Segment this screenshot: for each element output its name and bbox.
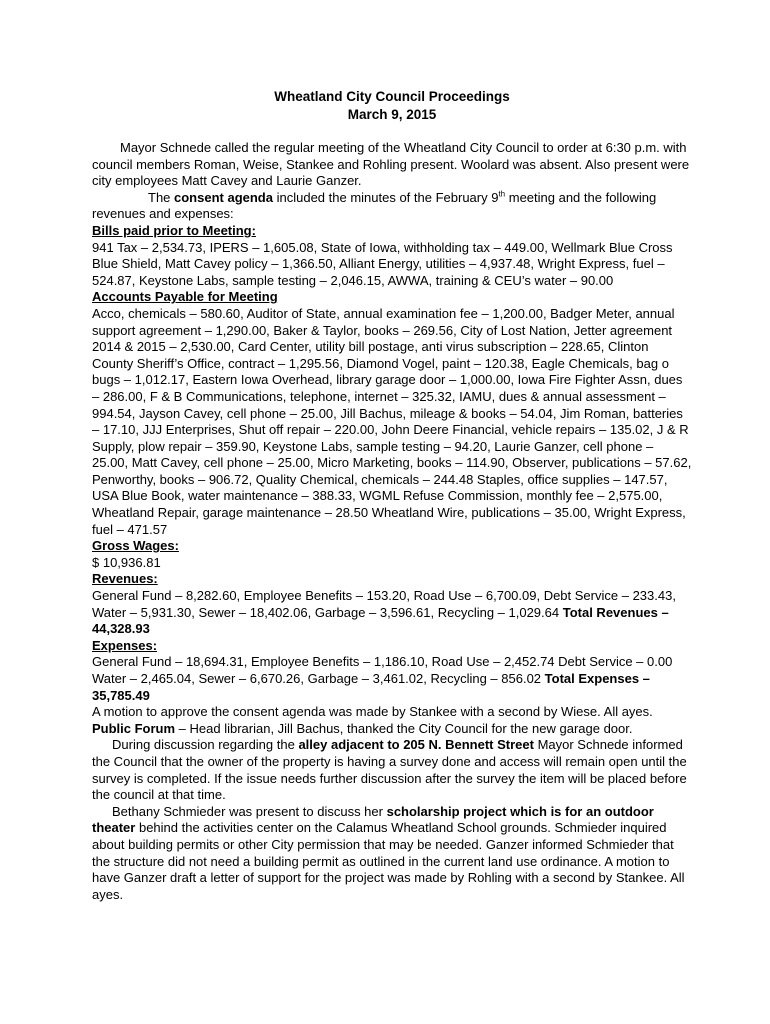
accounts-payable-list: Acco, chemicals – 580.60, Auditor of State, annual examination fee – 1,200.00, Badger Meter, annual support agreement – 1,290.00, Baker & Taylor, books – 269.56, City of Lost Nation, Jetter agreement 2014 & 2015 – 2,530.00, Card Center, utility bill postage, anti virus subscription – 228.65, Clinton County Sheriff’s Office, contract – 1,295.56, Diamond Vogel, paint – 120.38, Eagle Chemicals, bag o bugs – 1,012.17, Eastern Iowa Overhead, library garage door – 1,000.00, Iowa Fire Fighter Assn, dues – 286.00, F & B Communications, telephone, internet – 325.32, IAMU, dues & annual assessment – 994.54, Jayson Cavey, cell phone – 25.00, Jill Bachus, mileage & books – 54.04, Jim Roman, batteries – 17.10, JJJ Enterprises, Shut off repair – 220.00, John Deere Financial, vehicle repairs – 135.02, J & R Supply, plow repair – 359.90, Keystone Labs, sample testing – 94.20, Laurie Ganzer, cell phone – 25.00, Matt Cavey, cell phone – 25.00, Micro Marketing, books – 114.90, Observer, publications – 57.62, Penworthy, books – 906.72, Quality Chemical, chemicals – 244.48 Staples, office supplies – 147.57, USA Blue Book, water maintenance – 388.33, WGML Refuse Commission, monthly fee – 2,575.00, Wheatland Repair, garage maintenance – 28.50 Wheatland Wire, publications – 35.00, Wright Express, fuel – 471.57 xyxy=(92,305,692,537)
accounts-payable-heading: Accounts Payable for Meeting xyxy=(92,289,278,305)
consent-lead: The xyxy=(148,189,175,205)
title-block xyxy=(92,88,692,124)
revenues-total: Total Revenues – 44,328.93 xyxy=(92,604,669,637)
expenses-list xyxy=(92,654,692,704)
consent-motion: A motion to approve the consent agenda was made by Stankee with a second by Wiese. All ayes. xyxy=(92,704,653,720)
page-title: Wheatland City Council Proceedings xyxy=(274,89,510,104)
gross-wages-value: $ 10,936.81 xyxy=(92,554,161,570)
consent-paragraph xyxy=(92,190,692,223)
alley-lead: During discussion regarding the xyxy=(112,737,299,753)
alley-topic: alley adjacent to 205 N. Bennett Street xyxy=(298,737,534,753)
revenues-heading: Revenues: xyxy=(92,571,158,587)
meeting-date: March 9, 2015 xyxy=(347,107,437,122)
consent-tail: meeting and the following revenues and expenses: xyxy=(92,189,657,222)
scholarship-lead: Bethany Schmieder was present to discuss her xyxy=(112,803,387,819)
document-page xyxy=(92,88,692,903)
revenues-text: General Fund – 8,282.60, Employee Benefits – 153.20, Road Use – 6,700.09, Debt Service – 233.43, Water – 5,931.30, Sewer – 18,402.06, Garbage – 3,596.61, Recycling – 1,029.64 xyxy=(92,588,676,620)
consent-superscript: th xyxy=(498,189,506,199)
intro-paragraph: Mayor Schnede called the regular meeting of the Wheatland City Council to order at 6:30 p.m. with council members Roman, Weise, Stankee and Rohling present. Woolard was absent. Also present were city employees Matt Cavey and Laurie Ganzer. xyxy=(92,140,690,189)
scholarship-paragraph xyxy=(92,804,692,904)
consent-mid: included the minutes of the February 9 xyxy=(272,189,499,205)
public-forum-label: Public Forum xyxy=(92,720,176,736)
public-forum-paragraph xyxy=(92,721,692,738)
public-forum-text: – Head librarian, Jill Bachus, thanked the City Council for the new garage door. xyxy=(175,720,633,736)
alley-tail: Mayor Schnede informed the Council that the owner of the property is having a survey done and access will remain open until the survey is completed. If the issue needs further discussion after the survey the item will be placed before the council at that time. xyxy=(92,737,687,803)
bills-paid-list: 941 Tax – 2,534.73, IPERS – 1,605.08, State of Iowa, withholding tax – 449.00, Wellmark Blue Cross Blue Shield, Matt Cavey policy – 1,366.50, Alliant Energy, utilities – 4,937.48, Wright Express, fuel – 524.87, Keystone Labs, sample testing – 2,046.15, AWWA, training & CEU’s water – 90.00 xyxy=(92,239,673,288)
scholarship-tail: behind the activities center on the Calamus Wheatland School grounds. Schmieder inquired about building permits or other City permission that may be needed. Ganzer informed Schmieder that the structure did not need a building permit as outlined in the current land use ordinance. A motion to have Ganzer draft a letter of support for the project was made by Rohling with a second by Stankee. All ayes. xyxy=(92,820,685,902)
expenses-total: Total Expenses – 35,785.49 xyxy=(92,671,650,703)
alley-paragraph xyxy=(92,737,692,803)
gross-wages-heading: Gross Wages: xyxy=(92,538,179,554)
expenses-heading: Expenses: xyxy=(92,637,158,653)
consent-agenda-term: consent agenda xyxy=(174,189,273,205)
bills-paid-heading: Bills paid prior to Meeting: xyxy=(92,222,256,238)
scholarship-topic: scholarship project which is for an outdoor theater xyxy=(92,803,654,836)
expenses-text: General Fund – 18,694.31, Employee Benefits – 1,186.10, Road Use – 2,452.74 Debt Service – 0.00 Water – 2,465.04, Sewer – 6,670.26, Garbage – 3,461.02, Recycling – 856.02 xyxy=(92,654,673,686)
revenues-list xyxy=(92,588,692,638)
